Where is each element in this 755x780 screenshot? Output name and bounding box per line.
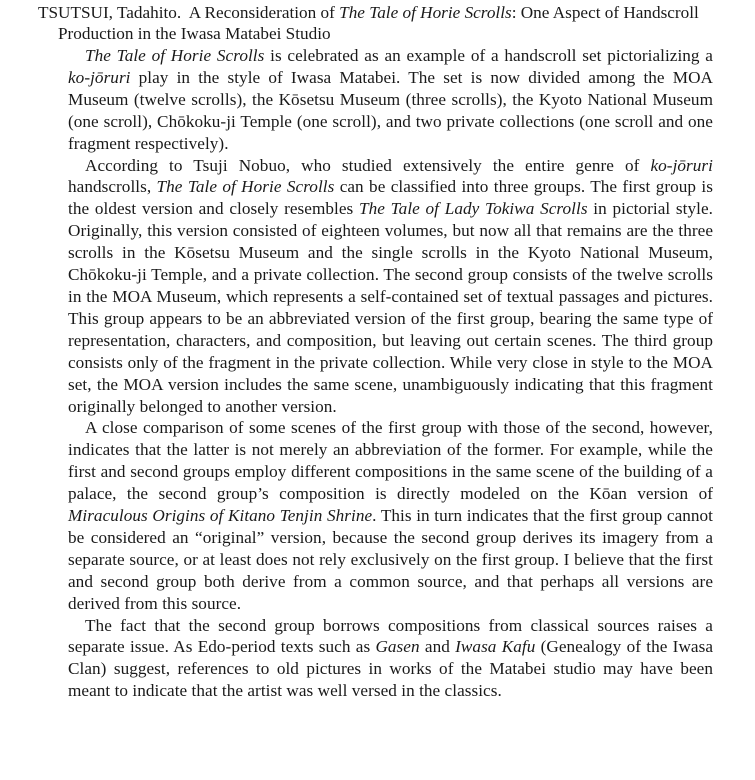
paragraph-3-seg-2: Miraculous Origins of Kitano Tenjin Shrine (68, 506, 373, 526)
paragraph-2-seg-4: The Tale of Horie Scrolls (156, 177, 335, 197)
title-prefix: A Reconsideration of (188, 3, 335, 22)
paragraph-4-seg-2: Gasen (375, 637, 420, 657)
abstract-body (68, 45, 713, 702)
paragraph-2-seg-7: in pictorial style. Originally, this version consisted of eighteen volumes, but now all that remains are the three scrolls in the Kōsetsu Museum and the single scrolls in the Kyoto National Museum, Chōkoku-ji Temple, and a private collection. The second group consists of the twelve scrolls in the MOA Museum, which represents a self-contained set of textual passages and pictures. This group appears to be an abbreviated version of the first group, bearing the same type of representation, characters, and composition, but leaving out certain scenes. The third group consists only of the fragment in the private collection. While very close in style to the MOA set, the MOA version includes the same scene, unambiguously indicating that this fragment originally belonged to another version. (68, 199, 713, 416)
paragraph-1-seg-4: play in the style of Iwasa Matabei. The set is now divided among the MOA Museum (twelve scrolls), the Kōsetsu Museum (three scrolls), the Kyoto National Museum (one scroll), Chōkoku-ji Temple (one scroll), and two private collections (one scroll and one fragment respectively). (68, 67, 713, 153)
paragraph-4-seg-5: (Genealogy of the Iwasa Clan) suggest, references to old pictures in works of the Matabei studio may have been meant to indicate that the artist was well versed in the classics. (68, 637, 713, 701)
paragraph-1-seg-1: The Tale of Horie Scrolls (85, 46, 265, 65)
paragraph-2-seg-2: ko-jōruri (650, 155, 713, 175)
paragraph-3-seg-1: A close comparison of some scenes of the first group with those of the second, however, indicates that the latter is not merely an abbreviation of the former. For example, while the first and second groups employ different compositions in the same scene of the building of a palace, the second group’s composition is directly modeled on the Kōan version of (68, 418, 713, 504)
paragraph-1-seg-3: ko-jōruri (68, 67, 131, 87)
title-italic: The Tale of Horie Scrolls (339, 3, 512, 22)
paragraph-2-seg-3: handscrolls, (68, 177, 157, 197)
title-suffix: : One Aspect of Handscroll Production in the Iwasa Matabei Studio (58, 3, 699, 43)
paragraph-1 (68, 45, 713, 155)
article-heading (38, 2, 755, 44)
paragraph-4-seg-3: and (419, 637, 456, 657)
paragraph-4-seg-4: Iwasa Kafu (455, 637, 536, 657)
author-name: TSUTSUI, Tadahito. (38, 3, 182, 22)
paragraph-4-seg-1: The fact that the second group borrows compositions from classical sources raises a separate issue. As Edo-period texts such as (68, 615, 713, 657)
paragraph-2-seg-1: According to Tsuji Nobuo, who studied extensively the entire genre of (85, 155, 651, 175)
paragraph-2 (68, 155, 713, 418)
paragraph-3-seg-3: . This in turn indicates that the first group cannot be considered an “original” version, because the second group derives its imagery from a separate source, or at least does not rely exclusively on the first group. I believe that the first and second group both derive from a common source, and that perhaps all versions are derived from this source. (68, 506, 714, 613)
paragraph-2-seg-6: The Tale of Lady Tokiwa Scrolls (358, 199, 588, 219)
paragraph-3 (68, 417, 713, 614)
paragraph-2-seg-5: can be classified into three groups. The first group is the oldest version and closely resembles (68, 177, 713, 219)
paragraph-4 (68, 615, 713, 703)
paragraph-1-seg-2: is celebrated as an example of a handscroll set pictorializing a (264, 46, 713, 65)
